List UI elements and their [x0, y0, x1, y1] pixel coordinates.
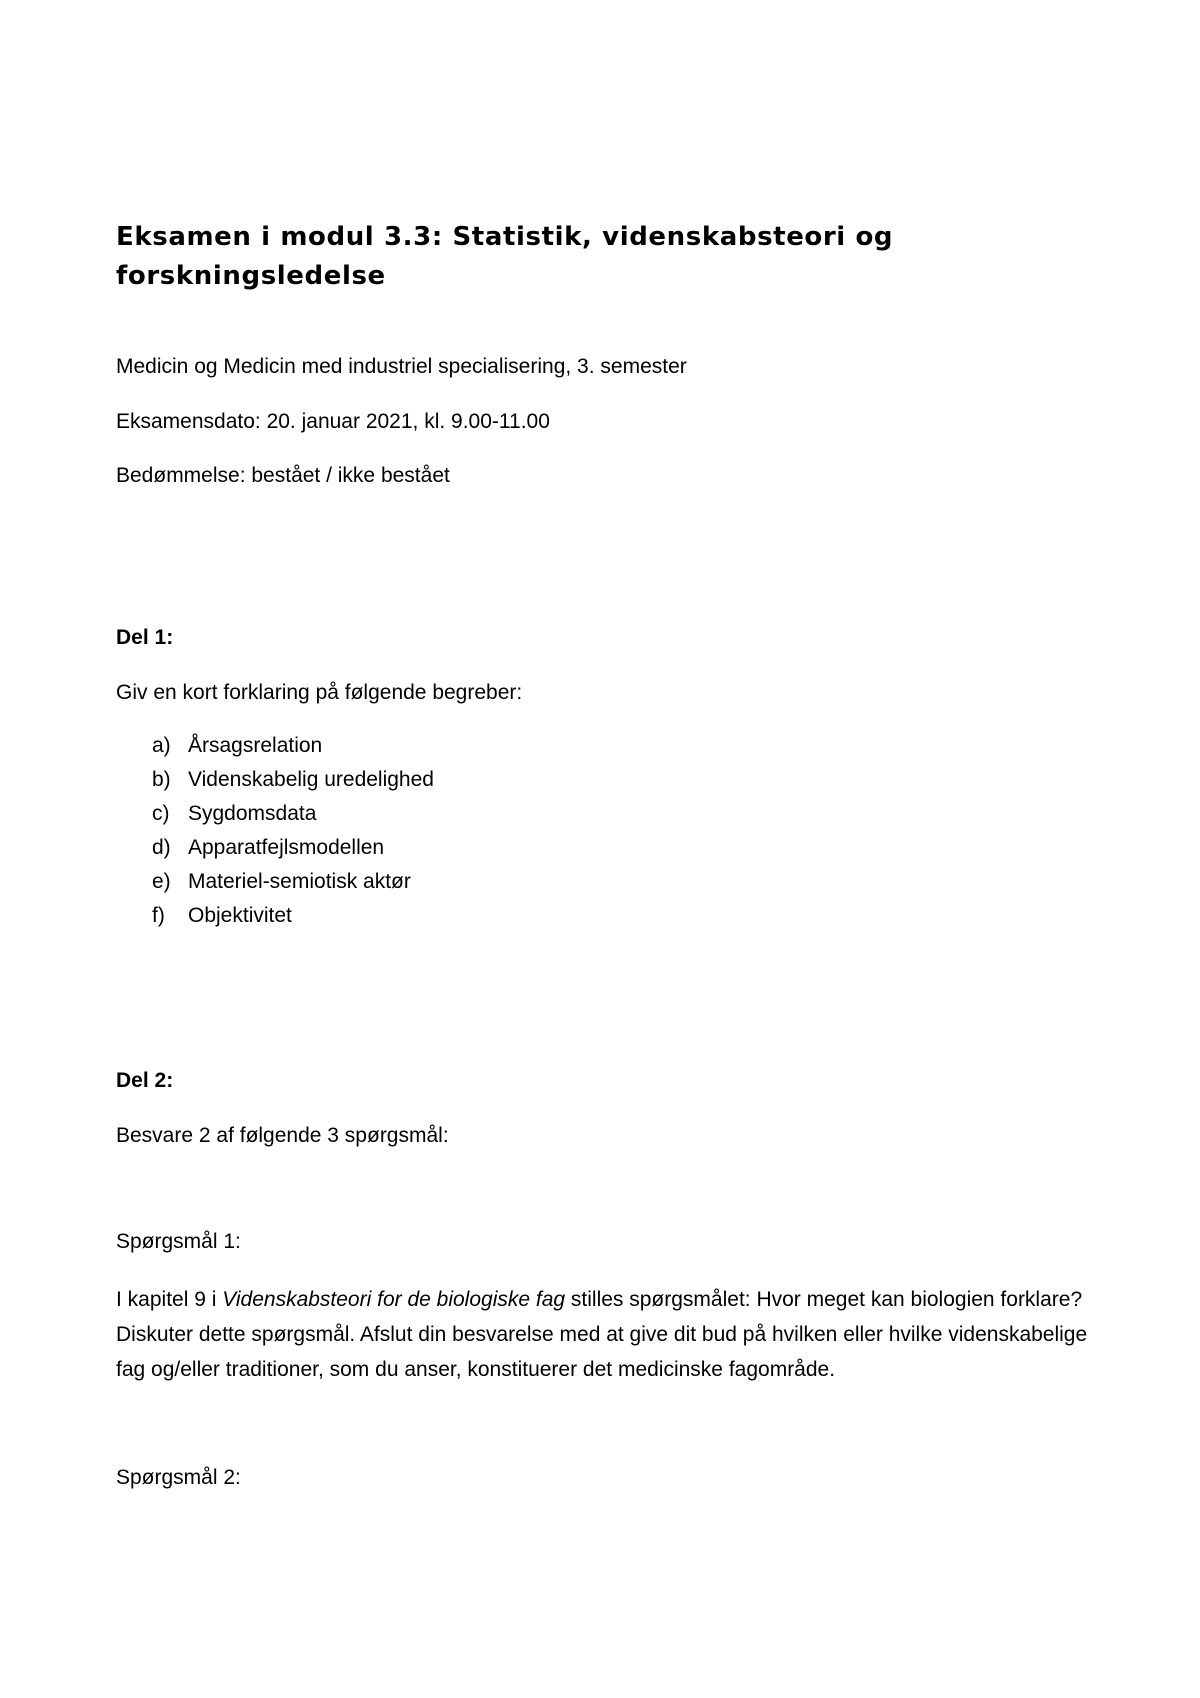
list-marker: e) [152, 870, 171, 893]
list-marker: b) [152, 768, 171, 791]
list-marker: a) [152, 734, 171, 757]
list-marker: f) [152, 904, 165, 927]
part2-instruction: Besvare 2 af følgende 3 spørgsmål: [116, 1124, 449, 1147]
list-item-text: Objektivitet [188, 904, 292, 927]
list-marker: d) [152, 836, 171, 859]
book-title: Videnskabsteori for de biologiske fag [222, 1288, 566, 1311]
program-line: Medicin og Medicin med industriel specialisering, 3. semester [116, 355, 687, 378]
question1-text [116, 1282, 1106, 1387]
question1-text-before: I kapitel 9 i [116, 1288, 223, 1311]
exam-date-line: Eksamensdato: 20. januar 2021, kl. 9.00-11.00 [116, 410, 550, 433]
question2-heading: Spørgsmål 2: [116, 1466, 241, 1489]
list-item-text: Materiel-semiotisk aktør [188, 870, 411, 893]
part1-heading: Del 1: [116, 626, 174, 649]
question1-text-after: stilles spørgsmålet: Hvor meget kan biologien forklare? Diskuter dette spørgsmål. Afslut din besvarelse med at give dit bud på hvilken eller hvilke videnskabelige fag og/eller traditioner, som du anser, konstituerer det medicinske fagområde. [116, 1288, 1088, 1381]
grading-line: Bedømmelse: bestået / ikke bestået [116, 464, 450, 487]
document-title: Eksamen i modul 3.3: Statistik, videnskabsteori og forskningsledelse [116, 222, 894, 291]
list-marker: c) [152, 802, 170, 825]
part2-heading: Del 2: [116, 1069, 174, 1092]
question1-heading: Spørgsmål 1: [116, 1230, 241, 1253]
list-item-text: Sygdomsdata [188, 802, 317, 825]
list-item-text: Videnskabelig uredelighed [188, 768, 434, 791]
list-item-text: Apparatfejlsmodellen [188, 836, 385, 859]
part1-instruction: Giv en kort forklaring på følgende begreber: [116, 681, 523, 704]
list-item-text: Årsagsrelation [188, 734, 323, 757]
